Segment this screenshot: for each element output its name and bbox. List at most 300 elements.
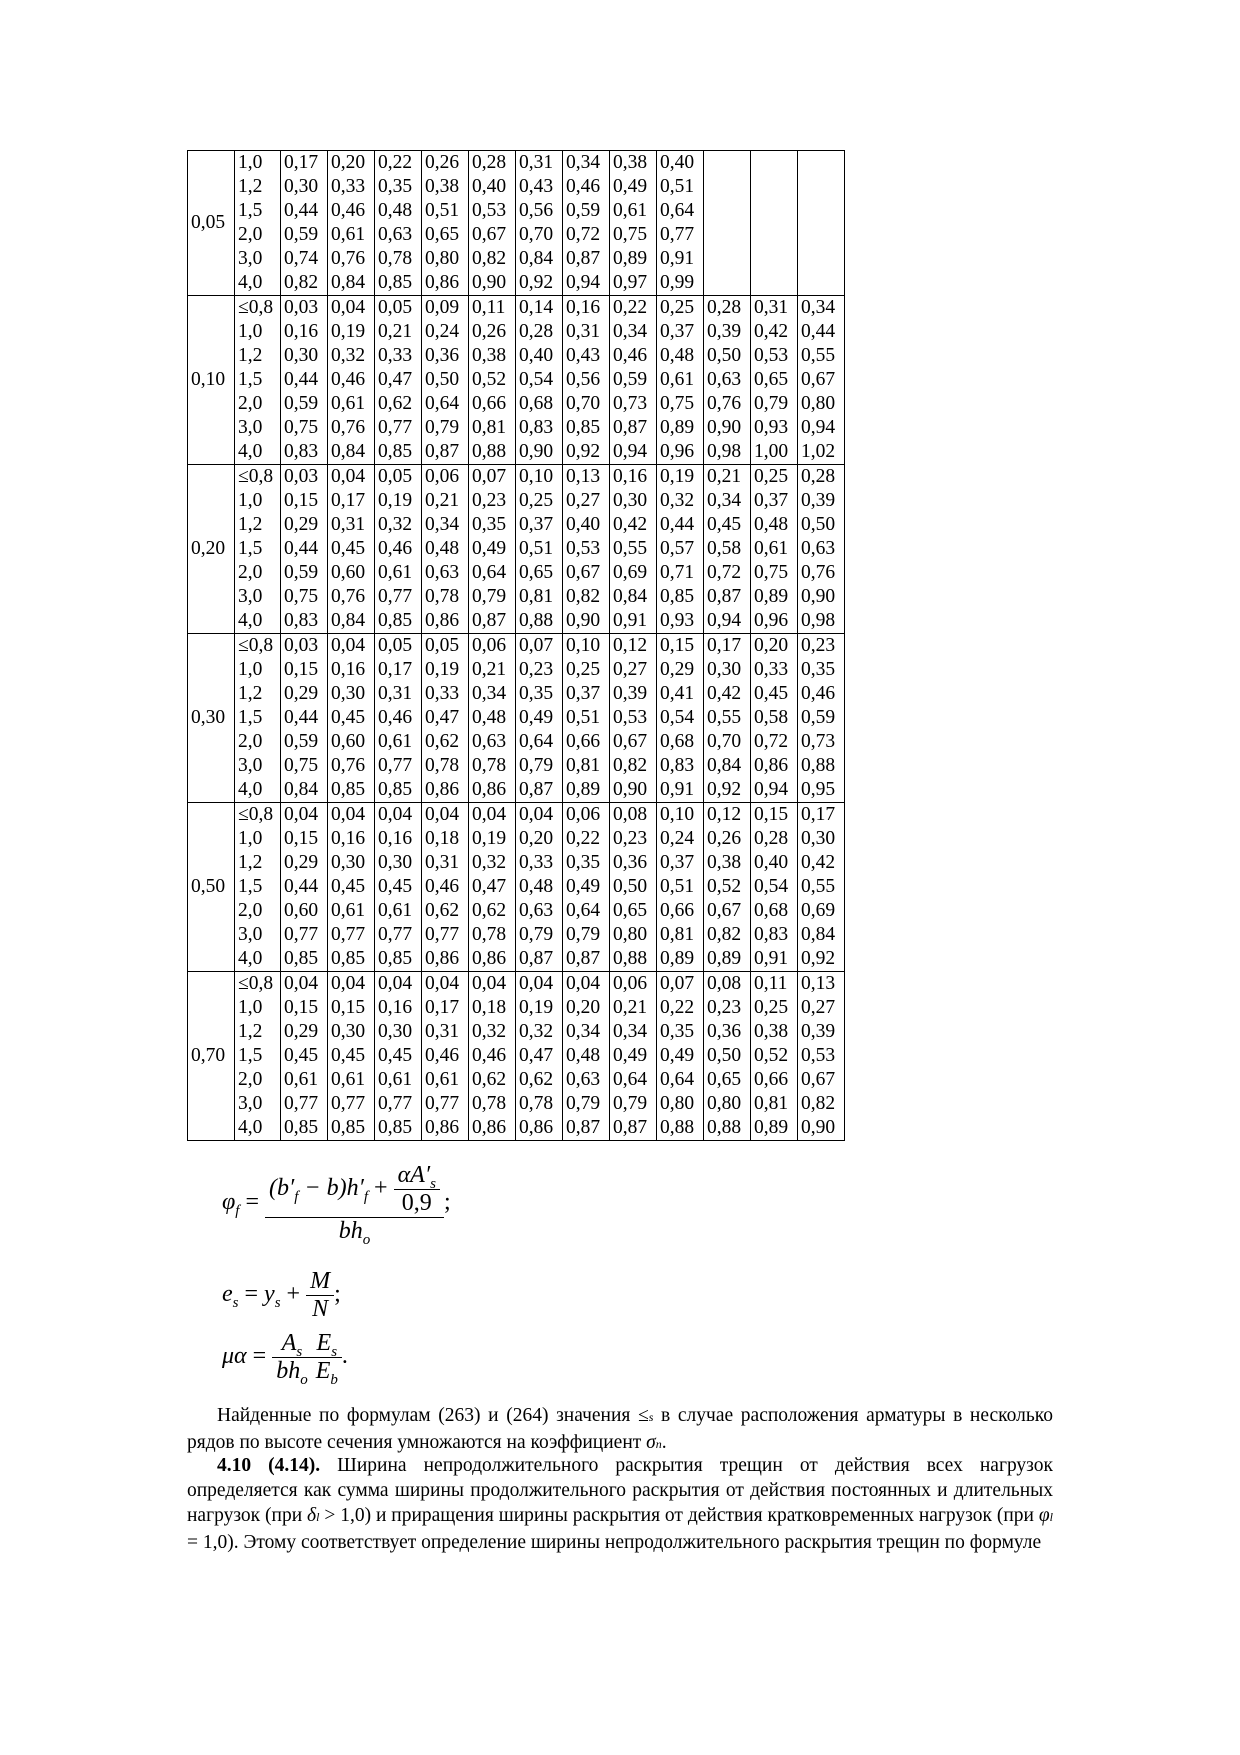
- coefficient-value: 0,78: [425, 755, 460, 776]
- value-cell: [610, 972, 657, 1141]
- coefficient-value: 0,52: [707, 876, 742, 897]
- eccentricity-value: ≤0,8: [238, 466, 274, 487]
- coefficient-value: 0,13: [566, 466, 601, 487]
- coefficient-value: 0,35: [566, 852, 601, 873]
- coefficient-value: [754, 271, 797, 295]
- group-key-cell: 0,50: [188, 803, 235, 972]
- coefficient-value: 0,34: [707, 490, 742, 511]
- value-cell: [751, 296, 798, 465]
- eccentricity-value: 2,0: [238, 900, 263, 921]
- coefficient-value: 0,30: [378, 852, 413, 873]
- coefficient-value: 0,51: [660, 876, 695, 897]
- coefficient-value: 0,92: [801, 948, 836, 969]
- coefficient-value: 0,81: [472, 417, 507, 438]
- coefficient-value: 0,40: [754, 852, 789, 873]
- value-cell: [704, 803, 751, 972]
- coefficient-value: 0,75: [284, 586, 319, 607]
- coefficient-value: 0,58: [707, 538, 742, 559]
- coefficient-value: 0,45: [378, 1045, 413, 1066]
- eccentricity-value: 3,0: [238, 417, 263, 438]
- coefficient-value: 0,62: [425, 731, 460, 752]
- coefficient-value: 0,03: [284, 635, 319, 656]
- coefficient-value: 0,46: [801, 683, 836, 704]
- coefficient-value: 0,79: [566, 924, 601, 945]
- coefficient-value: 0,41: [660, 683, 695, 704]
- coefficient-value: 0,61: [378, 900, 413, 921]
- coefficient-value: 0,17: [801, 804, 836, 825]
- eccentricity-value: 4,0: [238, 610, 263, 631]
- coefficient-value: 0,55: [613, 538, 648, 559]
- coefficient-value: 0,64: [425, 393, 460, 414]
- coefficient-value: 0,07: [660, 973, 695, 994]
- coefficient-value: 0,75: [284, 417, 319, 438]
- coefficient-value: 0,10: [660, 804, 695, 825]
- coefficient-value: 0,46: [425, 1045, 460, 1066]
- coefficient-value: 0,17: [284, 152, 319, 173]
- coefficient-value: 0,85: [566, 417, 601, 438]
- coefficient-value: 0,38: [754, 1021, 789, 1042]
- coefficient-value: 0,03: [284, 466, 319, 487]
- phi-inner-den: 0,9: [394, 1189, 440, 1217]
- coefficient-value: 0,24: [660, 828, 695, 849]
- eccentricity-value: 4,0: [238, 1117, 263, 1138]
- phi-equals: =: [245, 1189, 259, 1216]
- coefficient-value: 0,77: [660, 224, 695, 245]
- phi-subscript: f: [235, 1203, 240, 1220]
- coefficient-value: 0,72: [707, 562, 742, 583]
- value-cell: [563, 634, 610, 803]
- mu-den2: E: [315, 1358, 331, 1384]
- coefficient-value: 0,59: [613, 369, 648, 390]
- coefficient-value: 0,65: [519, 562, 554, 583]
- eccentricity-value: 1,2: [238, 1021, 263, 1042]
- coefficient-value: 0,63: [707, 369, 742, 390]
- coefficient-value: [801, 247, 844, 271]
- coefficient-value: 0,77: [378, 586, 413, 607]
- coefficient-value: 0,72: [566, 224, 601, 245]
- coefficient-value: 0,37: [660, 321, 695, 342]
- coefficient-value: 0,22: [378, 152, 413, 173]
- coefficient-value: 0,77: [331, 924, 366, 945]
- eccentricity-value: ≤0,8: [238, 297, 274, 318]
- coefficient-value: 0,26: [707, 828, 742, 849]
- coefficient-value: 0,65: [707, 1069, 742, 1090]
- coefficient-value: 0,78: [425, 586, 460, 607]
- eccentricity-cell: [235, 296, 281, 465]
- phi-num-part-b: − b)h′: [298, 1175, 364, 1202]
- group-key-cell: 0,20: [188, 465, 235, 634]
- coefficient-value: 0,67: [801, 1069, 836, 1090]
- coefficient-value: 0,84: [331, 441, 366, 462]
- eccentricity-cell: [235, 634, 281, 803]
- eccentricity-value: 1,0: [238, 152, 263, 173]
- coefficient-value: 0,61: [331, 393, 366, 414]
- coefficient-value: 0,59: [566, 200, 601, 221]
- coefficient-value: 0,67: [801, 369, 836, 390]
- coefficient-value: 0,43: [566, 345, 601, 366]
- p2-delta-sub: l: [316, 1510, 320, 1524]
- coefficient-value: 0,64: [519, 731, 554, 752]
- coefficient-value: [801, 199, 844, 223]
- coefficient-value: 0,79: [425, 417, 460, 438]
- coefficient-value: [754, 223, 797, 247]
- coefficient-value: 0,59: [801, 707, 836, 728]
- coefficient-value: 0,30: [801, 828, 836, 849]
- coefficient-value: 0,37: [566, 683, 601, 704]
- coefficient-value: 0,04: [425, 973, 460, 994]
- coefficient-value: 0,63: [519, 900, 554, 921]
- coefficient-value: [801, 271, 844, 295]
- coefficient-value: 0,25: [519, 490, 554, 511]
- coefficient-value: 0,85: [378, 948, 413, 969]
- coefficient-value: 0,27: [613, 659, 648, 680]
- coefficient-value: 0,60: [331, 731, 366, 752]
- coefficient-value: 0,14: [519, 297, 554, 318]
- coefficient-value: 0,45: [707, 514, 742, 535]
- coefficient-value: 0,07: [519, 635, 554, 656]
- coefficient-value: 0,04: [519, 973, 554, 994]
- coefficient-value: 0,83: [660, 755, 695, 776]
- coefficient-value: 0,50: [613, 876, 648, 897]
- coefficient-value: 0,55: [707, 707, 742, 728]
- value-cell: [375, 465, 422, 634]
- eccentricity-cell: [235, 151, 281, 296]
- value-cell: [281, 803, 328, 972]
- coefficient-value: 0,12: [613, 635, 648, 656]
- coefficient-value: 0,66: [566, 731, 601, 752]
- coefficient-value: 0,81: [566, 755, 601, 776]
- eccentricity-value: 4,0: [238, 272, 263, 293]
- table-row: [188, 296, 845, 465]
- coefficient-value: 0,89: [660, 417, 695, 438]
- coefficient-value: 0,48: [660, 345, 695, 366]
- coefficient-value: 0,27: [801, 997, 836, 1018]
- coefficient-value: 0,15: [754, 804, 789, 825]
- eccentricity-value: 1,5: [238, 200, 263, 221]
- value-cell: [704, 972, 751, 1141]
- coefficient-value: 0,20: [331, 152, 366, 173]
- coefficient-value: 0,79: [519, 755, 554, 776]
- coefficient-value: 0,18: [472, 997, 507, 1018]
- coefficient-value: 0,44: [284, 200, 319, 221]
- coefficient-value: 0,30: [613, 490, 648, 511]
- coefficient-value: 0,23: [472, 490, 507, 511]
- coefficient-value: 0,23: [613, 828, 648, 849]
- coefficient-value: 0,46: [331, 200, 366, 221]
- p1-symbol-2-sub: n: [655, 1437, 662, 1451]
- coefficient-value: 0,38: [707, 852, 742, 873]
- table-row: [188, 465, 845, 634]
- coefficient-value: 0,54: [660, 707, 695, 728]
- coefficient-value: 0,92: [707, 779, 742, 800]
- coefficient-value: 0,61: [660, 369, 695, 390]
- eccentricity-value: 3,0: [238, 1093, 263, 1114]
- coefficient-value: 0,42: [754, 321, 789, 342]
- coefficient-value: 0,33: [331, 176, 366, 197]
- coefficient-value: 0,49: [566, 876, 601, 897]
- coefficient-value: 0,19: [425, 659, 460, 680]
- coefficient-value: 0,04: [519, 804, 554, 825]
- coefficient-value: 0,34: [566, 1021, 601, 1042]
- coefficient-value: 0,96: [660, 441, 695, 462]
- coefficient-value: 0,79: [472, 586, 507, 607]
- coefficient-value: 0,38: [425, 176, 460, 197]
- coefficient-value: 0,94: [566, 272, 601, 293]
- coefficient-value: 0,86: [519, 1117, 554, 1138]
- coefficient-value: 0,16: [284, 321, 319, 342]
- coefficient-value: 0,67: [472, 224, 507, 245]
- coefficient-value: 0,84: [707, 755, 742, 776]
- coefficient-value: 0,79: [519, 924, 554, 945]
- eccentricity-value: 1,5: [238, 538, 263, 559]
- coefficient-value: 0,94: [801, 417, 836, 438]
- phi-symbol: φ: [222, 1189, 236, 1216]
- eccentricity-value: 1,2: [238, 514, 263, 535]
- coefficient-value: 0,79: [566, 1093, 601, 1114]
- eccentricity-value: 1,0: [238, 828, 263, 849]
- phi-num-sub-b: f: [363, 1189, 369, 1206]
- coefficient-value: 0,82: [613, 755, 648, 776]
- coefficient-value: 0,32: [660, 490, 695, 511]
- eccentricity-value: 4,0: [238, 441, 263, 462]
- value-cell: [328, 296, 375, 465]
- coefficient-value: 0,39: [707, 321, 742, 342]
- value-cell: [281, 296, 328, 465]
- coefficient-value: 0,37: [754, 490, 789, 511]
- eccentricity-value: 2,0: [238, 562, 263, 583]
- coefficient-value: [754, 151, 797, 175]
- coefficient-value: 0,08: [613, 804, 648, 825]
- coefficient-value: 0,29: [284, 852, 319, 873]
- coefficient-value: 0,78: [378, 248, 413, 269]
- coefficient-value: 0,28: [754, 828, 789, 849]
- table-row: [188, 634, 845, 803]
- coefficient-value: 0,85: [378, 441, 413, 462]
- coefficient-value: 0,85: [284, 1117, 319, 1138]
- coefficient-value: 0,80: [801, 393, 836, 414]
- coefficient-value: 0,48: [566, 1045, 601, 1066]
- coefficient-value: 0,17: [331, 490, 366, 511]
- coefficient-value: 0,22: [660, 997, 695, 1018]
- coefficient-value: 1,02: [801, 441, 836, 462]
- phi-plus: +: [368, 1175, 394, 1202]
- coefficient-value: 0,97: [613, 272, 648, 293]
- coefficient-value: 0,21: [378, 321, 413, 342]
- coefficient-value: 0,80: [425, 248, 460, 269]
- coefficient-value: 0,04: [331, 297, 366, 318]
- mu-fraction-1: [272, 1330, 312, 1388]
- p1-symbol-sub: s: [648, 1410, 654, 1424]
- coefficient-value: 0,77: [378, 924, 413, 945]
- value-cell: [610, 296, 657, 465]
- coefficient-value: 0,17: [378, 659, 413, 680]
- coefficient-value: 0,37: [660, 852, 695, 873]
- value-cell: [798, 296, 845, 465]
- coefficient-value: 0,64: [566, 900, 601, 921]
- eccentricity-value: 1,2: [238, 176, 263, 197]
- coefficient-value: 0,88: [660, 1117, 695, 1138]
- es-fraction: [306, 1268, 334, 1323]
- value-cell: [281, 634, 328, 803]
- value-cell: [516, 465, 563, 634]
- mu-den2-sub: b: [330, 1372, 338, 1388]
- coefficient-value: 0,62: [519, 1069, 554, 1090]
- value-cell: [422, 972, 469, 1141]
- coefficient-value: 0,21: [613, 997, 648, 1018]
- coefficient-value: 0,03: [284, 297, 319, 318]
- eccentricity-value: ≤0,8: [238, 973, 274, 994]
- coefficient-value: 0,78: [472, 924, 507, 945]
- p2-phi-symbol: φ: [1038, 1505, 1050, 1526]
- coefficient-value: [754, 247, 797, 271]
- table-row: [188, 972, 845, 1141]
- coefficient-value: 0,20: [754, 635, 789, 656]
- coefficient-value: 0,11: [472, 297, 506, 318]
- mu-symbol: μα: [222, 1343, 247, 1370]
- coefficient-value: 0,19: [519, 997, 554, 1018]
- coefficient-value: 0,16: [566, 297, 601, 318]
- eccentricity-value: 1,5: [238, 369, 263, 390]
- coefficient-value: 0,75: [754, 562, 789, 583]
- coefficient-value: 0,78: [519, 1093, 554, 1114]
- value-cell: [798, 465, 845, 634]
- eccentricity-value: 1,0: [238, 997, 263, 1018]
- eccentricity-value: 3,0: [238, 586, 263, 607]
- mu-den1-sub: o: [300, 1372, 308, 1388]
- value-cell: [469, 634, 516, 803]
- coefficient-value: 0,40: [566, 514, 601, 535]
- coefficient-value: 0,89: [754, 586, 789, 607]
- coefficient-value: 0,42: [707, 683, 742, 704]
- coefficient-value: 0,75: [284, 755, 319, 776]
- coefficient-value: 0,15: [284, 659, 319, 680]
- coefficient-value: 0,31: [425, 1021, 460, 1042]
- coefficient-value: 0,44: [284, 876, 319, 897]
- coefficient-value: 0,67: [707, 900, 742, 921]
- group-key-cell: 0,10: [188, 296, 235, 465]
- coefficient-value: [801, 175, 844, 199]
- coefficient-value: 0,34: [801, 297, 836, 318]
- coefficient-value: 0,88: [707, 1117, 742, 1138]
- value-cell: [516, 151, 563, 296]
- coefficient-value: 0,77: [378, 417, 413, 438]
- eccentricity-cell: [235, 803, 281, 972]
- coefficient-value: 0,48: [425, 538, 460, 559]
- coefficient-value: 0,66: [472, 393, 507, 414]
- coefficient-value: 0,90: [566, 610, 601, 631]
- coefficient-value: 0,87: [425, 441, 460, 462]
- coefficient-value: 0,83: [754, 924, 789, 945]
- coefficient-value: 0,25: [754, 466, 789, 487]
- coefficient-value: 0,90: [801, 586, 836, 607]
- coefficient-value: 0,31: [378, 683, 413, 704]
- coefficient-value: 0,64: [660, 1069, 695, 1090]
- coefficient-value: 0,87: [566, 1117, 601, 1138]
- mu-num2-sub: s: [331, 1344, 338, 1360]
- value-cell: [563, 803, 610, 972]
- coefficient-value: 0,94: [754, 779, 789, 800]
- phi-inner-num-sub: s: [430, 1176, 436, 1192]
- paragraph-2: [187, 1453, 1053, 1555]
- coefficient-value: 0,34: [425, 514, 460, 535]
- coefficient-value: 0,31: [754, 297, 789, 318]
- coefficient-value: 0,87: [707, 586, 742, 607]
- coefficient-value: 0,88: [472, 441, 507, 462]
- coefficient-value: 0,31: [331, 514, 366, 535]
- coefficient-value: 0,04: [331, 973, 366, 994]
- coefficient-value: 0,92: [519, 272, 554, 293]
- value-cell: [422, 634, 469, 803]
- coefficient-value: 0,69: [801, 900, 836, 921]
- value-cell: [281, 151, 328, 296]
- es-subscript: s: [232, 1295, 239, 1312]
- coefficient-value: 0,46: [331, 369, 366, 390]
- coefficient-value: 0,47: [472, 876, 507, 897]
- coefficient-value: 0,60: [284, 900, 319, 921]
- coefficient-value: 0,78: [472, 1093, 507, 1114]
- coefficient-value: 0,27: [566, 490, 601, 511]
- coefficient-value: 0,22: [566, 828, 601, 849]
- coefficient-value: 0,61: [378, 1069, 413, 1090]
- coefficient-value: 0,93: [754, 417, 789, 438]
- coefficient-value: 0,64: [660, 200, 695, 221]
- coefficient-value: 0,86: [754, 755, 789, 776]
- coefficient-value: 0,49: [660, 1045, 695, 1066]
- coefficient-value: 0,89: [660, 948, 695, 969]
- coefficient-value: [707, 175, 750, 199]
- coefficient-value: 0,45: [284, 1045, 319, 1066]
- coefficient-value: 0,61: [331, 1069, 366, 1090]
- coefficient-value: 0,59: [284, 224, 319, 245]
- coefficient-value: 1,00: [754, 441, 789, 462]
- es-symbol: e: [222, 1281, 233, 1308]
- coefficient-value: 0,51: [425, 200, 460, 221]
- coefficient-value: 0,53: [801, 1045, 836, 1066]
- coefficient-value: 0,16: [378, 828, 413, 849]
- coefficient-value: 0,05: [378, 297, 413, 318]
- eccentricity-value: 1,2: [238, 345, 263, 366]
- eccentricity-value: 4,0: [238, 948, 263, 969]
- coefficient-value: 0,32: [331, 345, 366, 366]
- coefficient-value: 0,04: [472, 973, 507, 994]
- value-cell: [375, 634, 422, 803]
- coefficient-value: 0,61: [425, 1069, 460, 1090]
- coefficient-value: 0,90: [801, 1117, 836, 1138]
- coefficient-value: 0,04: [331, 466, 366, 487]
- coefficient-value: 0,51: [660, 176, 695, 197]
- coefficient-value: 0,54: [519, 369, 554, 390]
- coefficient-value: 0,89: [707, 948, 742, 969]
- coefficient-value: 0,42: [613, 514, 648, 535]
- coefficient-value: 0,57: [660, 538, 695, 559]
- value-cell: [375, 803, 422, 972]
- value-cell: [798, 151, 845, 296]
- coefficient-value: 0,43: [519, 176, 554, 197]
- coefficient-value: 0,75: [613, 224, 648, 245]
- coefficient-value: 0,88: [519, 610, 554, 631]
- coefficient-value: 0,10: [566, 635, 601, 656]
- value-cell: [516, 296, 563, 465]
- coefficient-value: 0,85: [378, 272, 413, 293]
- coefficient-value: 0,84: [613, 586, 648, 607]
- coefficient-value: 0,50: [801, 514, 836, 535]
- coefficient-value: [801, 223, 844, 247]
- coefficient-value: 0,45: [754, 683, 789, 704]
- coefficient-value: 0,47: [519, 1045, 554, 1066]
- coefficient-value: 0,72: [754, 731, 789, 752]
- coefficient-value: 0,46: [472, 1045, 507, 1066]
- value-cell: [798, 972, 845, 1141]
